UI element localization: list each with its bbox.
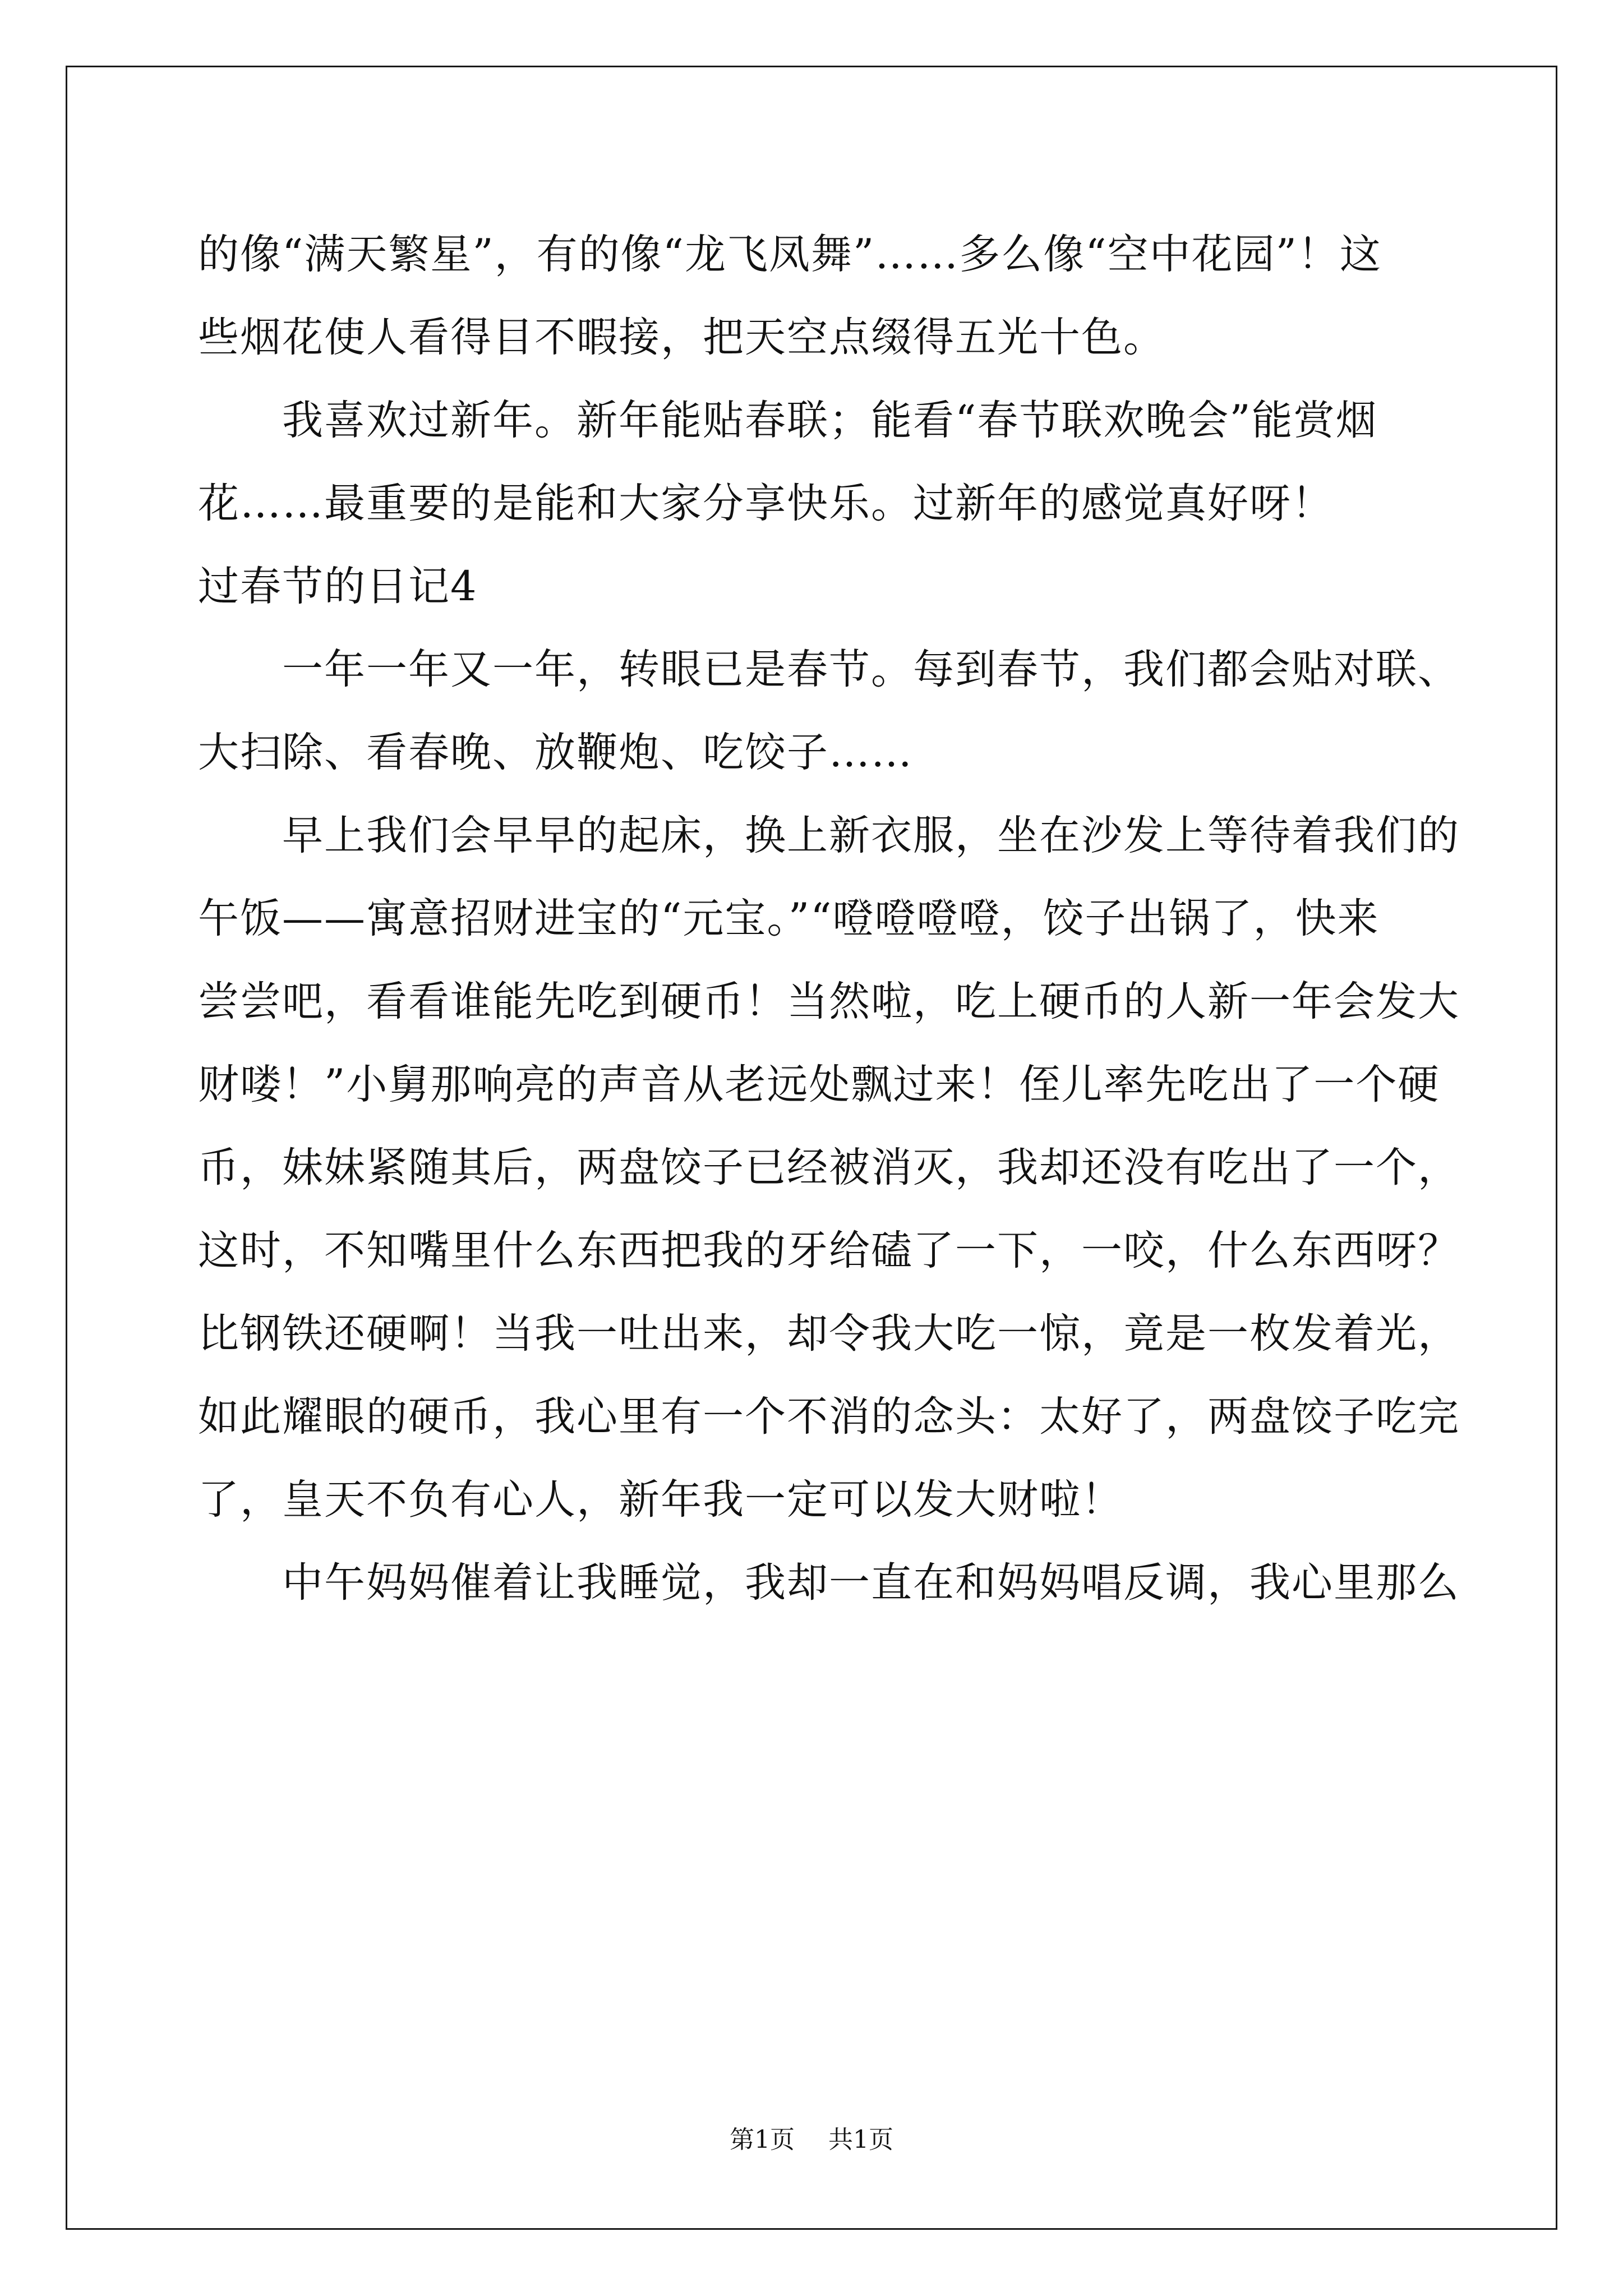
text-line: 财喽！”小舅那响亮的声音从老远处飘过来！侄儿率先吃出了一个硬 — [198, 1061, 1440, 1108]
text-line: 尝尝吧，看看谁能先吃到硬币！当然啦，吃上硬币的人新一年会发大 — [198, 978, 1460, 1025]
paragraph-start-line: 我喜欢过新年。新年能贴春联；能看“春节联欢晚会”能赏烟 — [282, 397, 1378, 444]
page-total: 共1页 — [828, 2125, 893, 2154]
text-line: 的像“满天繁星”，有的像“龙飞凤舞”……多么像“空中花园”！这 — [198, 231, 1382, 278]
text-line: 币，妹妹紧随其后，两盘饺子已经被消灭，我却还没有吃出了一个， — [198, 1144, 1460, 1191]
paragraph-start-line: 中午妈妈催着让我睡觉，我却一直在和妈妈唱反调，我心里那么 — [282, 1559, 1460, 1607]
text-line: 比钢铁还硬啊！当我一吐出来，却令我大吃一惊，竟是一枚发着光， — [198, 1310, 1460, 1358]
paragraph-start-line: 一年一年又一年，转眼已是春节。每到春节，我们都会贴对联、 — [282, 646, 1460, 693]
page-footer — [0, 2123, 1623, 2157]
document-body — [198, 213, 1460, 1625]
text-line: 大扫除、看春晚、放鞭炮、吃饺子…… — [198, 729, 913, 776]
text-line: 如此耀眼的硬币，我心里有一个不消的念头：太好了，两盘饺子吃完 — [198, 1393, 1460, 1441]
page-number: 第1页 — [730, 2125, 795, 2154]
paragraph-start-line: 早上我们会早早的起床，换上新衣服，坐在沙发上等待着我们的 — [282, 812, 1460, 859]
text-line: 花……最重要的是能和大家分享快乐。过新年的感觉真好呀！ — [198, 480, 1334, 527]
section-heading: 过春节的日记4 — [198, 563, 478, 610]
text-line: 了，皇天不负有心人，新年我一定可以发大财啦！ — [198, 1476, 1123, 1524]
text-line: 这时，不知嘴里什么东西把我的牙给磕了一下，一咬，什么东西呀？ — [198, 1227, 1460, 1274]
text-line: 午饭——寓意招财进宝的“元宝。”“噔噔噔噔，饺子出锅了，快来 — [198, 895, 1380, 942]
text-line: 些烟花使人看得目不暇接，把天空点缀得五光十色。 — [198, 314, 1165, 361]
